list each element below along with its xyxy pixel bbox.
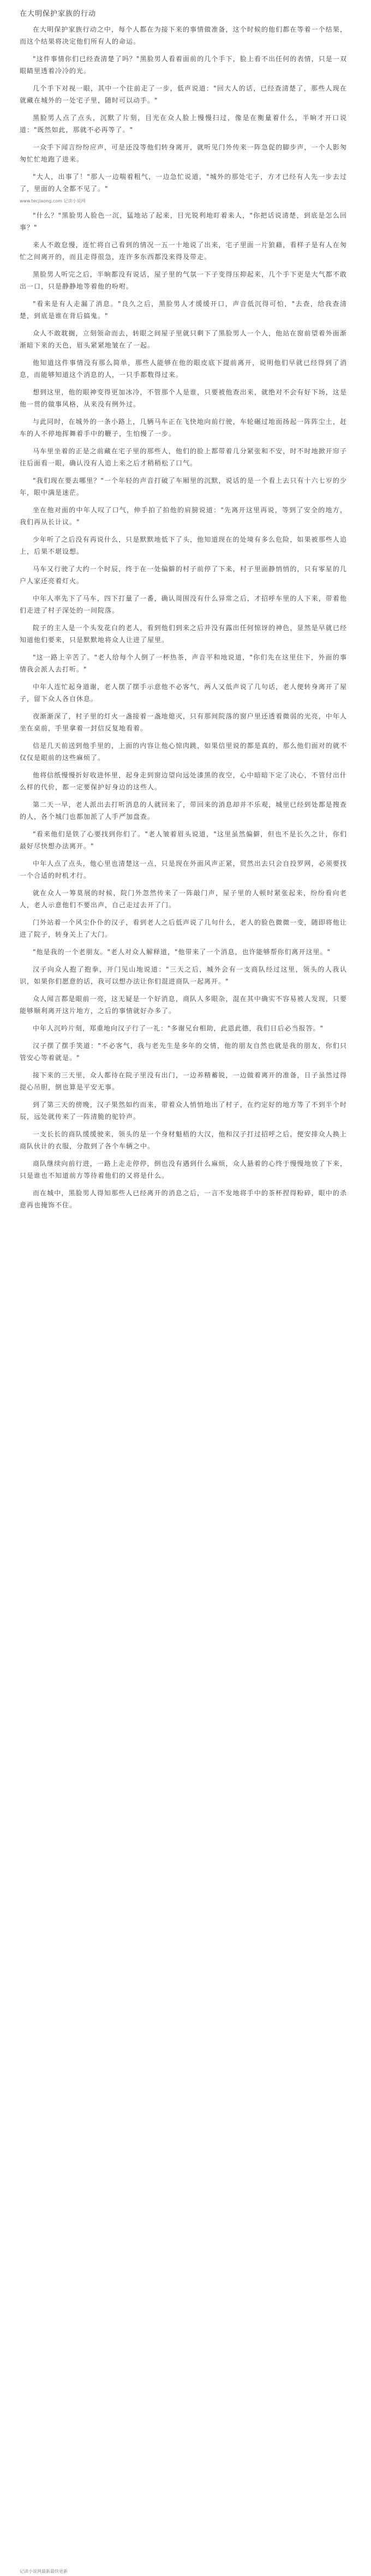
paragraph: "看来他们是铁了心要找到你们了。"老人皱着眉头说道，"这里虽然偏僻，但也不是长久之计，你们最好尽快想办法离开。" bbox=[20, 830, 347, 850]
paragraph: 与此同时，在城外的一条小路上，几辆马车正在飞快地向前行驶，车轮碾过地面扬起一阵阵尘土，赶车的人不停地挥舞着手中的鞭子，生怕慢了一步。 bbox=[20, 418, 347, 438]
paragraph: 中年人连忙起身道谢，老人摆了摆手示意他不必客气，两人又低声说了几句话，老人便转身离开了屋子，留下众人各自休息。 bbox=[20, 683, 347, 703]
article-title: 在大明保护家族的行动 bbox=[20, 10, 97, 18]
paragraph: 来人不敢怠慢，连忙将自己看到的情况一五一十地说了出来，宅子里面一片狼藉，看样子是有人在匆忙之间离开的，而且走得很急，连许多东西都没来得及带走。 bbox=[20, 241, 347, 261]
paragraph: 想到这里，他的眼神变得更加冰冷，不管那个人是谁，只要被他查出来，就绝对不会有好下场，这是他一贯的做事风格，从来没有例外过。 bbox=[20, 388, 347, 408]
paragraph: 汉子摆了摆手笑道："不必客气，我与老先生是多年的交情，他的朋友自然也就是我的朋友，你们只管安心等着就是。" bbox=[20, 1042, 347, 1062]
page-footer: 记读小说网最新最快更新 bbox=[20, 2569, 68, 2574]
paragraph: 中年人率先下了马车，四下打量了一番，确认周围没有什么异常之后，才招呼车里的人下来，带着他们走进了村子深处的一间院落。 bbox=[20, 595, 347, 614]
paragraph: 黑脸男人听完之后，半晌都没有说话，屋子里的气氛一下子变得压抑起来，几个手下更是大气都不敢出一口，只是静静地等着他的吩咐。 bbox=[20, 271, 347, 290]
paragraph: "我们现在要去哪里？"一个年轻的声音打破了车厢里的沉默，说话的是一个看上去只有十六七岁的少年，眼中满是迷茫。 bbox=[20, 477, 347, 496]
paragraph: 坐在他对面的中年人叹了口气，伸手拍了拍他的肩膀说道："先离开这里再说，等到了安全的地方，我们再从长计议。" bbox=[20, 506, 347, 526]
paragraph: 他将信纸慢慢折好收进怀里，起身走到窗边望向远处漆黑的夜空，心中暗暗下定了决心，不管付出什么样的代价，都一定要保护好身边的这些人。 bbox=[20, 771, 347, 791]
paragraph: 夜渐渐深了，村子里的灯火一盏接着一盏地熄灭，只有那间院落的窗户里还透着微弱的光亮，中年人坐在桌前，手里拿着一封信反复地看着。 bbox=[20, 712, 347, 732]
paragraph: 中年人沉吟片刻，郑重地向汉子行了一礼："多谢兄台相助，此恩此德，我们日后必当报答。" bbox=[33, 1025, 324, 1032]
paragraph: 少年听了之后没有再说什么，只是默默地低下了头，他知道现在的处境有多么危险，如果被那些人追上，后果不堪设想。 bbox=[20, 536, 347, 555]
paragraph: 汉子向众人抱了抱拳，开门见山地说道："三天之后，城外会有一支商队经过这里，领头的人我认识，如果你们愿意的话，我可以想办法让你们混进商队一起离开。" bbox=[20, 966, 347, 985]
paragraph: 马车里坐着的正是之前藏在宅子里的那些人，他们的脸上都带着几分紧张和不安，时不时地掀开帘子往后面看一眼，确认没有人追上来之后才稍稍松了口气。 bbox=[20, 447, 347, 467]
paragraph: "大人，出事了！"那人一边喘着粗气，一边急忙说道，"城外的那处宅子，方才已经有人先一步去过了，里面的人全都不见了。" bbox=[20, 173, 347, 193]
paragraph: "这件事情你们已经查清楚了吗？"黑脸男人看着面前的几个手下，脸上看不出任何的表情，只是一双眼睛里透着冷冷的光。 bbox=[20, 55, 347, 75]
paragraph: 而在城中，黑脸男人得知那些人已经离开的消息之后，一言不发地将手中的茶杯捏得粉碎，眼中的杀意再也掩饰不住。 bbox=[20, 1189, 347, 1209]
paragraph: 一支长长的商队缓缓驶来，领头的是一个身材魁梧的大汉，他和汉子打过招呼之后，便安排众人换上商队伙计的衣服，分散到了各个车辆之中。 bbox=[20, 1130, 347, 1150]
paragraph: 几个手下对视一眼，其中一个往前走了一步，低声说道："回大人的话，已经查清楚了，那些人现在就藏在城外的一处宅子里，随时可以动手。" bbox=[20, 85, 347, 104]
site-watermark: www.tecjiaong.com 记读小说网 bbox=[20, 199, 86, 203]
paragraph: 就在众人一筹莫展的时候，院门外忽然传来了一阵敲门声，屋子里的人顿时紧张起来，纷纷看向老人，老人示意他们不要出声，自己走过去开了门。 bbox=[20, 889, 347, 909]
paragraph: "什么？"黑脸男人脸色一沉，猛地站了起来，目光锐利地盯着来人，"你把话说清楚，到底是怎么回事？" bbox=[20, 212, 347, 231]
article-page bbox=[20, 0, 347, 1217]
paragraph: 接下来的三天里，众人都待在院子里没有出门，一边养精蓄锐，一边做着离开的准备，日子虽然过得提心吊胆，倒也算是平安无事。 bbox=[20, 1071, 347, 1091]
paragraph: "他是我的一个老朋友。"老人对众人解释道，"他带来了一个消息，也许能够帮你们离开这里。" bbox=[33, 948, 331, 956]
paragraph: 第二天一早，老人派出去打听消息的人就回来了，带回来的消息却并不乐观，城里已经到处都是搜查的人，各个城门也都加派了人手严加盘查。 bbox=[20, 801, 347, 820]
paragraph: "看来是有人走漏了消息。"良久之后，黑脸男人才缓缓开口，声音低沉得可怕，"去查，给我查清楚，到底是谁在背后搞鬼。" bbox=[20, 300, 347, 320]
paragraph: 马车又行驶了大约一个时辰，终于在一处偏僻的村子前停了下来，村子里面静悄悄的，只有零星的几户人家还亮着灯火。 bbox=[20, 565, 347, 585]
paragraph: 信是几天前送到他手里的，上面的内容让他心惊肉跳，如果信里说的都是真的，那么他们面对的就不仅仅是眼前的这些麻烦了。 bbox=[20, 742, 347, 762]
paragraph: 中年人点了点头，他心里也清楚这一点，只是现在外面风声正紧，贸然出去只会自投罗网，必须要找一个合适的时机才行。 bbox=[20, 860, 347, 879]
paragraph: 黑脸男人点了点头，沉默了片刻，目光在众人脸上慢慢扫过，像是在衡量着什么，半晌才开口说道："既然如此，那就不必再等了。" bbox=[20, 114, 347, 134]
paragraph: 到了第三天的傍晚，汉子果然如约而来，带着众人悄悄地出了村子，在约定好的地方等了不到半个时辰，远处就传来了一阵清脆的驼铃声。 bbox=[20, 1101, 347, 1121]
paragraph: 一众手下闻言纷纷应声，可是还没等他们转身离开，就听见门外传来一阵急促的脚步声，一个人影匆匆忙忙地跑了进来。 bbox=[20, 143, 347, 163]
paragraph: "这一路上辛苦了。"老人给每个人倒了一杯热茶，声音平和地说道，"你们先在这里住下，外面的事情我会派人去打听。" bbox=[20, 654, 347, 673]
paragraph: 众人不敢耽搁，立刻领命而去，转眼之间屋子里就只剩下了黑脸男人一个人，他站在窗前望着外面渐渐暗下来的天色，眉头紧紧地皱在了一起。 bbox=[20, 330, 347, 349]
paragraph: 商队继续向前行进，一路上走走停停，倒也没有遇到什么麻烦，众人悬着的心终于慢慢地放了下来，只是谁也不知道前方等待着他们的又将是什么。 bbox=[20, 1160, 347, 1179]
paragraph: 门外站着一个风尘仆仆的汉子，看到老人之后低声说了几句什么，老人的脸色微微一变，随即将他让进了院子，转身关上了大门。 bbox=[20, 919, 347, 938]
paragraph: 院子的主人是一个头发花白的老人，看到他们到来之后并没有露出任何惊讶的神色，显然是早就已经知道他们要来，只是默默地将众人让进了屋里。 bbox=[20, 624, 347, 644]
paragraph: 在大明保护家族行动之中，每个人都在为接下来的事情做准备，这个时候的他们都在等着一个结果，而这个结果将决定他们所有人的命运。 bbox=[20, 26, 347, 45]
paragraph: 众人闻言都是眼前一亮，这无疑是一个好消息，商队人多眼杂，混在其中确实不容易被人发现，只要能够顺利离开这片地方，之后的事情就好办多了。 bbox=[20, 995, 347, 1015]
paragraph: 他知道这件事情没有那么简单，那些人能够在他的眼皮底下提前离开，说明他们早就已经得到了消息，而能够知道这个消息的人，一只手都数得过来。 bbox=[20, 359, 347, 379]
